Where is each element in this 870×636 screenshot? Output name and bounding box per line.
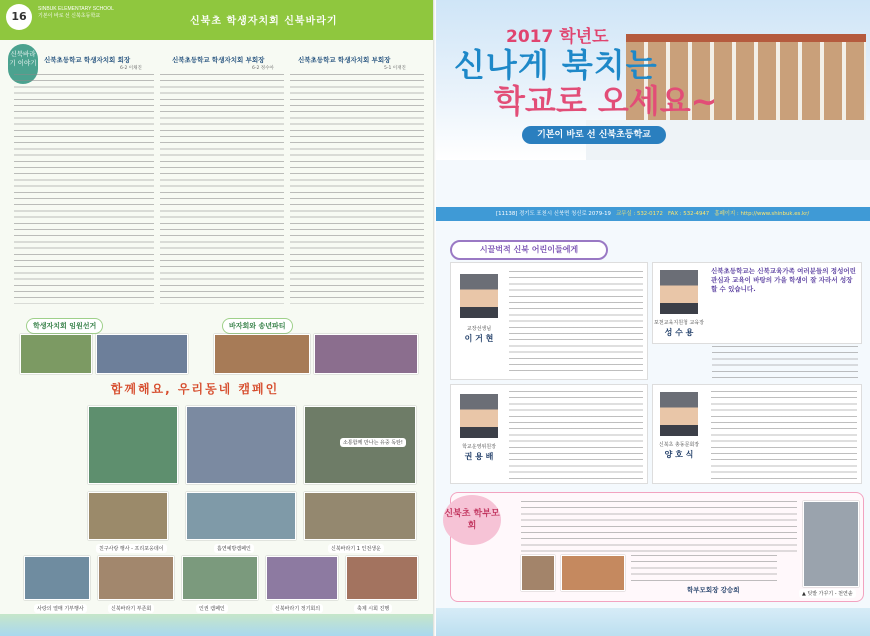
photo-donation xyxy=(24,556,90,600)
column-heading-1: 신북초등학교 학생자치회 회장 xyxy=(44,56,131,64)
committee-text xyxy=(509,391,643,481)
photo-section-label-1: 학생자치회 임원선거 xyxy=(26,318,103,334)
superintendent-quote: 신북초등학교는 신북교육가족 여러분들의 정성어린 관심과 교육이 바탕의 가을 학생이 잘 자라서 성장할 수 있습니다. xyxy=(711,267,856,293)
principal-text xyxy=(509,271,643,375)
caption-4: 사랑의 열매 기부행사 xyxy=(34,604,87,613)
principal-portrait xyxy=(459,273,499,319)
column-text-1 xyxy=(14,74,154,304)
parents-photo-1 xyxy=(521,555,555,591)
caption-6: 인권 캠페인 xyxy=(196,604,228,613)
principal-name: 이 거 현 xyxy=(464,334,494,343)
column-text-2 xyxy=(160,74,284,304)
superintendent-name: 성 수 용 xyxy=(664,328,694,337)
column-heading-3: 신북초등학교 학생자치회 부회장 xyxy=(298,56,391,64)
superintendent-text xyxy=(712,346,858,380)
photo-smoking xyxy=(186,492,296,540)
alumni-name: 양 호 식 xyxy=(664,450,694,459)
contact-info-bar: [11138] 경기도 포천시 신북면 청신로 2079-19 교무실 : 532-0172 FAX : 532-4947 홈페이지 : http://www.shinbuk.es.kr/ xyxy=(436,207,870,221)
column-sub-3: 5-1 이재진 xyxy=(384,66,406,71)
column-text-3 xyxy=(290,74,424,304)
caption-2: 흡연예방캠페인 xyxy=(214,544,254,553)
parents-association-box xyxy=(444,492,864,602)
parents-photo-2 xyxy=(561,555,625,591)
principal-message: 교장선생님 이 거 현 xyxy=(450,262,648,380)
bazaar-photo-1 xyxy=(214,334,310,374)
year-title: 2017 학년도 xyxy=(506,27,609,47)
left-footer-decoration xyxy=(0,614,436,636)
section-badge: 신북바라기 이야기 xyxy=(8,44,38,84)
alumni-message: 신북초 총동문회장 양 호 식 xyxy=(652,384,862,484)
caption-1: 친구사랑 행사 - 프리포옹데이 xyxy=(96,544,167,553)
committee-message: 학교운영위원장 권 용 배 xyxy=(450,384,648,484)
alumni-portrait xyxy=(659,391,699,437)
campaign-photo-1 xyxy=(88,406,178,484)
alumni-text xyxy=(711,391,857,481)
parents-title: 신북초 학부모회 xyxy=(443,495,501,545)
election-photo-1 xyxy=(20,334,92,374)
caption-7: 신북바라기 정기회의 xyxy=(272,604,323,613)
greetings-title: 시끌벅적 신북 어린이들에게 xyxy=(450,240,608,260)
right-page xyxy=(436,0,870,636)
slogan-banner: 기본이 바로 선 신북초등학교 xyxy=(522,126,666,144)
parents-photo-3 xyxy=(803,501,859,587)
photo-exercise xyxy=(304,492,416,540)
committee-portrait xyxy=(459,393,499,439)
parents-sign: 학부모회장 강승희 xyxy=(687,586,740,594)
parents-text xyxy=(521,501,797,553)
caption-5: 신북바라기 부존회 xyxy=(108,604,154,613)
caption-3: 신북바라기 1 인전생운 xyxy=(328,544,384,553)
left-header xyxy=(0,0,436,40)
parents-photo-caption: ▲ 텃밭 가꾸기 - 천연솥 xyxy=(799,589,856,598)
photo-rights xyxy=(182,556,258,600)
column-heading-2: 신북초등학교 학생자치회 부회장 xyxy=(172,56,265,64)
superintendent-portrait xyxy=(659,269,699,315)
photo-section-label-2: 바자회와 송년파티 xyxy=(222,318,293,334)
parents-text-2 xyxy=(631,555,777,581)
campaign-banner: 함께해요, 우리동네 캠페인 xyxy=(110,382,280,396)
right-footer-decoration xyxy=(436,608,870,636)
page-number: 16 xyxy=(6,4,32,30)
column-sub-2: 6-2 정수아 xyxy=(252,66,274,71)
hero-area xyxy=(436,0,870,160)
campaign-photo-2 xyxy=(186,406,296,484)
headline-line-1: 신나게 북치는 xyxy=(454,46,658,84)
school-english-name: SINBUK ELEMENTARY SCHOOL 기본이 바로 선 신북초등학교 xyxy=(38,6,114,19)
small-caption: 소통함께 만나는 유중 독탄! xyxy=(340,438,406,447)
bazaar-photo-2 xyxy=(314,334,418,374)
election-photo-2 xyxy=(96,334,188,374)
left-header-title: 신북초 학생자치회 신북바라기 xyxy=(190,16,338,27)
photo-board xyxy=(98,556,174,600)
photo-festival xyxy=(346,556,418,600)
photo-hug-day xyxy=(88,492,168,540)
photo-meeting xyxy=(266,556,338,600)
column-sub-1: 6-2 이채진 xyxy=(120,66,142,71)
committee-name: 권 용 배 xyxy=(464,452,494,461)
headline-line-2: 학교로 오세요~ xyxy=(494,82,718,120)
caption-8: 축제 시회 진행 xyxy=(354,604,392,613)
superintendent-message: 포천교육지원청 교육장 성 수 용 신북초등학교는 신북교육가족 여러분들의 정성어린 관심과 교육이 바탕의 가을 학생이 잘 자라서 성장할 수 있습니다. xyxy=(652,262,862,344)
